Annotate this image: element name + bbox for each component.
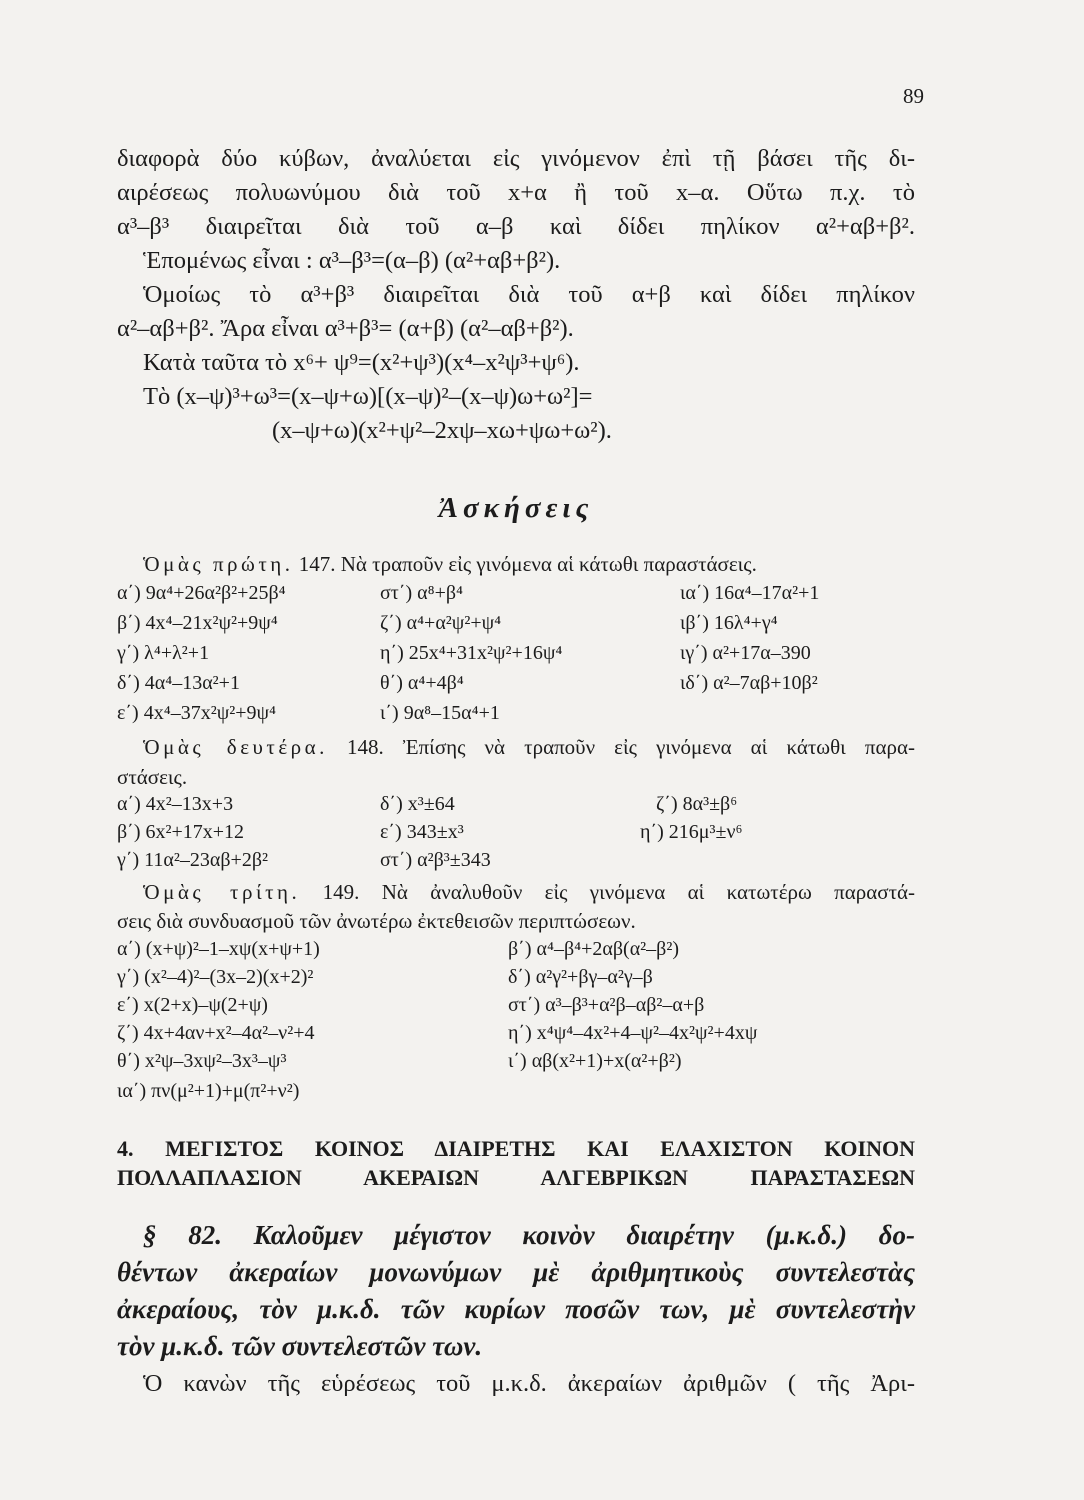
group1-header: [143, 552, 757, 577]
g2-item-st: στ΄) α²β³±343: [380, 849, 491, 871]
group2-label: Ὁμὰς δευτέρα.: [143, 735, 328, 759]
intro-line-4: Ἑπομένως εἶναι : α³–β³=(α–β) (α²+αβ+β²).: [143, 247, 561, 274]
definition-line-4: τὸν μ.κ.δ. τῶν συντελεστῶν των.: [117, 1331, 483, 1361]
g2-item-e: ε΄) 343±x³: [380, 821, 464, 843]
g1-item-i: ι΄) 9α⁸–15α⁴+1: [380, 702, 500, 724]
g1-item-st: στ΄) α⁸+β⁴: [380, 582, 464, 604]
last-line: Ὁ κανὼν τῆς εὑρέσεως τοῦ μ.κ.δ. ἀκεραίων ἀριθμῶν ( τῆς Ἀρι-: [143, 1370, 915, 1397]
g1-item-c: γ΄) λ⁴+λ²+1: [117, 642, 210, 664]
g3-item-i: ι΄) αβ(x²+1)+x(α²+β²): [508, 1050, 682, 1072]
definition-line-1: § 82. Καλοῦμεν μέγιστον κοινὸν διαιρέτην (μ.κ.δ.) δο-: [143, 1220, 915, 1250]
g1-item-th: θ΄) α⁴+4β⁴: [380, 672, 464, 694]
g1-item-d: δ΄) 4α⁴–13α²+1: [117, 672, 240, 694]
group2-text: 148. Ἐπίσης νὰ τραποῦν εἰς γινόμενα αἱ κάτωθι παρα-: [347, 735, 915, 759]
g3-item-st: στ΄) α³–β³+α²β–αβ²–α+β: [508, 994, 705, 1016]
g3-item-h: η΄) x⁴ψ⁴–4x²+4–ψ²–4x²ψ²+4xψ: [508, 1022, 758, 1044]
g3-item-d: δ΄) α²γ²+βγ–α²γ–β: [508, 966, 653, 988]
intro-line-1: διαφορὰ δύο κύβων, ἀναλύεται εἰς γινόμενον ἐπὶ τῇ βάσει τῆς δι-: [117, 145, 915, 172]
g2-item-a: α΄) 4x²–13x+3: [117, 793, 234, 815]
group3-text: 149. Νὰ ἀναλυθοῦν εἰς γινόμενα αἱ κατωτέρω παραστά-: [322, 880, 915, 904]
intro-line-2: αιρέσεως πολυωνύμου διὰ τοῦ x+α ἢ τοῦ x–α. Οὕτω π.χ. τὸ: [117, 179, 915, 206]
exercises-heading: Ἀσκήσεις: [438, 492, 594, 524]
intro-line-8: Τὸ (x–ψ)³+ω³=(x–ψ+ω)[(x–ψ)²–(x–ψ)ω+ω²]=: [143, 383, 593, 410]
g2-item-b: β΄) 6x²+17x+12: [117, 821, 245, 843]
g1-item-a: α΄) 9α⁴+26α²β²+25β⁴: [117, 582, 286, 604]
group2-header: [143, 735, 915, 760]
g3-item-e: ε΄) x(2+x)–ψ(2+ψ): [117, 994, 268, 1016]
g3-item-b: β΄) α⁴–β⁴+2αβ(α²–β²): [508, 938, 679, 960]
g1-item-ib: ιβ΄) 16λ⁴+γ⁴: [680, 612, 778, 634]
intro-line-6: α²–αβ+β². Ἄρα εἶναι α³+β³= (α+β) (α²–αβ+β²).: [117, 315, 574, 342]
intro-line-5: Ὁμοίως τὸ α³+β³ διαιρεῖται διὰ τοῦ α+β καὶ δίδει πηλίκον: [143, 281, 915, 308]
group1-text: 147. Νὰ τραποῦν εἰς γινόμενα αἱ κάτωθι παραστάσεις.: [298, 552, 757, 576]
group1-label: Ὁμὰς πρώτη.: [143, 552, 294, 576]
g1-item-ig: ιγ΄) α²+17α–390: [680, 642, 811, 664]
g3-item-a: α΄) (x+ψ)²–1–xψ(x+ψ+1): [117, 938, 320, 960]
g3-item-th: θ΄) x²ψ–3xψ²–3x³–ψ³: [117, 1050, 287, 1072]
g2-item-h: η΄) 216μ³±ν⁶: [640, 821, 743, 843]
definition-line-3: ἀκεραίους, τὸν μ.κ.δ. τῶν κυρίων ποσῶν των, μὲ συντελεστὴν: [117, 1294, 915, 1324]
group2-text-cont: στάσεις.: [117, 765, 188, 789]
group3-text-cont: σεις διὰ συνδυασμοῦ τῶν ἀνωτέρω ἐκτεθεισῶν περιπτώσεων.: [117, 909, 636, 933]
g3-item-ia: ια΄) πν(μ²+1)+μ(π²+ν²): [117, 1080, 300, 1102]
g1-item-ia: ια΄) 16α⁴–17α²+1: [680, 582, 820, 604]
intro-line-9: (x–ψ+ω)(x²+ψ²–2xψ–xω+ψω+ω²).: [272, 417, 612, 444]
g1-item-h: η΄) 25x⁴+31x²ψ²+16ψ⁴: [380, 642, 563, 664]
g3-item-z: ζ΄) 4x+4αν+x²–4α²–ν²+4: [117, 1022, 315, 1044]
g2-item-d: δ΄) x³±64: [380, 793, 455, 815]
section-heading-line-2: ΠΟΛΛΑΠΛΑΣΙΟΝ ΑΚΕΡΑΙΩΝ ΑΛΓΕΒΡΙΚΩΝ ΠΑΡΑΣΤΑΣΕΩΝ: [117, 1165, 915, 1190]
g3-item-c: γ΄) (x²–4)²–(3x–2)(x+2)²: [117, 966, 314, 988]
section-heading-line-1: 4. ΜΕΓΙΣΤΟΣ ΚΟΙΝΟΣ ΔΙΑΙΡΕΤΗΣ ΚΑΙ ΕΛΑΧΙΣΤΟΝ ΚΟΙΝΟΝ: [117, 1136, 915, 1161]
g1-item-id: ιδ΄) α²–7αβ+10β²: [680, 672, 818, 694]
group3-label: Ὁμὰς τρίτη.: [143, 880, 301, 904]
g1-item-z: ζ΄) α⁴+α²ψ²+ψ⁴: [380, 612, 502, 634]
g2-item-z: ζ΄) 8α³±β⁶: [656, 793, 738, 815]
g1-item-b: β΄) 4x⁴–21x²ψ²+9ψ⁴: [117, 612, 278, 634]
page-number: 89: [903, 84, 924, 108]
group3-header: [143, 880, 915, 905]
g2-item-c: γ΄) 11α²–23αβ+2β²: [117, 849, 268, 871]
intro-line-3: α³–β³ διαιρεῖται διὰ τοῦ α–β καὶ δίδει πηλίκον α²+αβ+β².: [117, 213, 915, 240]
intro-line-7: Κατὰ ταῦτα τὸ x⁶+ ψ⁹=(x²+ψ³)(x⁴–x²ψ³+ψ⁶).: [143, 349, 580, 376]
g1-item-e: ε΄) 4x⁴–37x²ψ²+9ψ⁴: [117, 702, 276, 724]
definition-line-2: θέντων ἀκεραίων μονωνύμων μὲ ἀριθμητικοὺς συντελεστὰς: [117, 1257, 915, 1287]
